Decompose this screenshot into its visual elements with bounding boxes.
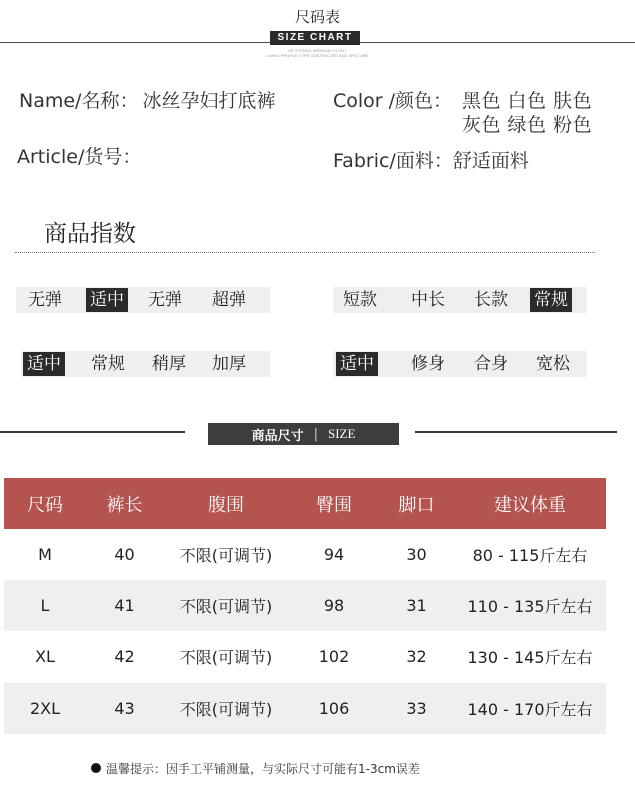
table-cell: 31: [406, 596, 427, 616]
table-cell: 41: [114, 596, 135, 616]
header-tiny-text-2: LIVING PROFILE TYPE CONTRACTED AND SPEC ARE: [266, 53, 369, 58]
size-chart-badge: SIZE CHART: [270, 31, 360, 45]
elasticity-option-2: 适中: [86, 288, 128, 312]
table-cell: M: [38, 545, 52, 565]
table-cell: 40: [114, 545, 135, 565]
banner-title-cn: 商品尺寸: [251, 428, 304, 444]
color-values-line2: 灰色 绿色 粉色: [462, 114, 593, 136]
fit-group: [333, 351, 587, 377]
table-cell: 106: [318, 698, 350, 718]
fit-option-2: 修身: [411, 354, 445, 374]
elasticity-option-1: 无弹: [28, 290, 62, 310]
table-cell: 80 - 115斤左右: [472, 546, 588, 566]
measurement-note: 温馨提示：因手工平铺测量，与实际尺寸可能有1-3cm误差: [106, 762, 420, 776]
name-label: Name/名称：: [19, 90, 139, 112]
table-cell: 33: [406, 698, 427, 718]
table-cell: 不限(可调节): [179, 597, 273, 617]
fit-option-1: 适中: [336, 352, 378, 376]
table-header: [4, 478, 606, 529]
table-cell: 不限(可调节): [179, 546, 273, 566]
table-cell: 140 - 170斤左右: [467, 699, 593, 719]
length-option-2: 中长: [411, 290, 445, 310]
thickness-option-2: 常规: [91, 354, 125, 374]
table-row: [4, 529, 606, 580]
table-row: [4, 683, 606, 734]
length-option-3: 长款: [474, 290, 508, 310]
column-header: 臀围: [316, 494, 352, 516]
fabric-value: 舒适面料: [452, 150, 529, 172]
table-row: [4, 631, 606, 682]
fit-option-3: 合身: [474, 354, 508, 374]
header-divider-right: [360, 42, 635, 43]
name-value: 冰丝孕妇打底裤: [142, 90, 276, 112]
banner-separator: |: [313, 426, 318, 442]
header-divider-left: [0, 42, 270, 43]
size-table: [4, 478, 606, 734]
thickness-option-4: 加厚: [212, 354, 246, 374]
table-cell: 130 - 145斤左右: [467, 648, 593, 668]
article-field: [17, 145, 141, 169]
fabric-label: Fabric/面料：: [333, 150, 453, 172]
table-cell: 32: [406, 647, 427, 667]
column-header: 尺码: [27, 494, 63, 516]
table-cell: 43: [114, 698, 135, 718]
color-values-line1: 黑色 白色 肤色: [462, 90, 593, 112]
thickness-group: [21, 351, 270, 377]
table-cell: L: [40, 596, 50, 616]
table-cell: 42: [114, 647, 135, 667]
length-option-4: 常规: [530, 288, 572, 312]
table-cell: XL: [35, 647, 55, 667]
table-cell: 94: [323, 545, 345, 565]
bullet-icon: [91, 763, 101, 773]
table-cell: 不限(可调节): [179, 699, 273, 719]
table-cell: 2XL: [29, 698, 61, 718]
table-cell: 不限(可调节): [179, 648, 273, 668]
article-label: Article/货号：: [17, 146, 142, 168]
product-size-banner: [208, 423, 399, 445]
banner-line-right: [415, 431, 617, 433]
fabric-field: [333, 149, 529, 173]
size-table-title: 尺码表: [294, 8, 340, 26]
thickness-option-3: 稍厚: [152, 354, 186, 374]
elasticity-option-4: 超弹: [212, 290, 246, 310]
table-row: [4, 580, 606, 631]
product-index-title: 商品指数: [44, 221, 136, 247]
length-group: [333, 287, 587, 313]
elasticity-group: [16, 287, 270, 313]
length-option-1: 短款: [343, 290, 377, 310]
header-tiny-text-1: HE STEREO VERSION TO OUT: [288, 48, 347, 53]
banner-line-left: [0, 431, 185, 433]
column-header: 脚口: [398, 494, 435, 516]
table-cell: 110 - 135斤左右: [467, 597, 593, 617]
table-cell: 30: [406, 545, 427, 565]
column-header: 腹围: [208, 494, 244, 516]
banner-title-en: SIZE: [327, 426, 356, 441]
fit-option-4: 宽松: [536, 354, 570, 374]
name-field: [19, 89, 275, 113]
column-header: 建议体重: [494, 494, 566, 516]
dotted-divider: [15, 252, 595, 253]
thickness-option-1: 适中: [23, 352, 65, 376]
color-field: [333, 89, 452, 113]
table-cell: 98: [323, 596, 345, 616]
elasticity-option-3: 无弹: [148, 290, 182, 310]
column-header: 裤长: [106, 494, 143, 516]
color-label: Color /颜色：: [333, 90, 453, 112]
table-cell: 102: [318, 647, 350, 667]
